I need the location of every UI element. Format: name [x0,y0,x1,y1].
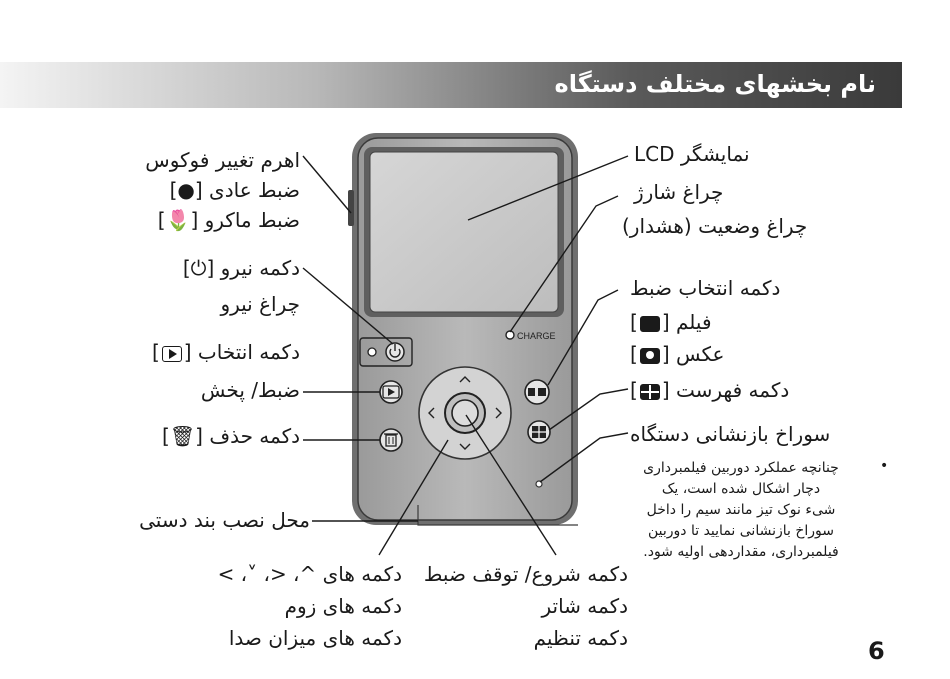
movie-icon [640,316,660,332]
label-start-stop-button: دکمه شروع/ توقف ضبط [423,562,628,586]
reset-note: چنانچه عملکرد دوربین فیلمبرداری دچار اشکال شده است، یک شیء نوک تیز مانند سیم را داخل سوراخ بازنشانی نمایید تا دوربین فیلمبرداری، مقداردهی اولیه شود. [643,460,839,560]
label-delete-button: دکمه حذف [🗑] [161,424,300,448]
note-bullet: • [880,458,889,474]
index-button [528,421,550,443]
label-arrow-buttons: دکمه های ^، <، ˅، > [217,562,402,586]
label-lcd-monitor: نمایشگر LCD [634,142,750,166]
camera-icon [640,348,660,364]
delete-button [380,429,402,451]
focus-lever-switch [348,190,354,226]
label-record-play: ضبط/ پخش [200,378,300,402]
record-play-button [380,381,402,403]
label-power-lamp: چراغ نیرو [220,292,300,316]
page-number: 6 [868,637,885,665]
label-reset-hole: سوراخ بازنشانی دستگاه [630,422,831,446]
label-volume-buttons: دکمه های میزان صدا [228,626,402,650]
label-photo-mode: عکس [] [630,342,725,366]
rec-mode-button [525,380,549,404]
trash-icon: 🗑 [169,424,196,448]
grid-icon [640,384,660,400]
label-status-lamp: چراغ وضعیت (هشدار) [622,214,808,238]
label-charge-lamp: چراغ شارژ [634,180,724,204]
label-rec-mode-button: دکمه انتخاب ضبط [630,276,781,300]
control-dial [419,367,511,459]
label-focus-lever: اهرم تغییر فوکوس [145,148,300,172]
play-icon [162,346,182,362]
label-index-button: دکمه فهرست [] [630,378,790,402]
charge-text: CHARGE [517,331,556,341]
label-set-button: دکمه تنظیم [533,626,628,650]
lcd-screen [364,147,564,317]
label-strap-holder: محل نصب بند دستی [139,508,310,532]
label-power-button: دکمه نیرو [⏻] [182,256,300,280]
label-normal-mode: ضبط عادی [●] [169,178,300,202]
label-macro-mode: ضبط ماکرو [🌷] [157,208,300,232]
label-select-button: دکمه انتخاب [] [151,340,300,364]
label-shutter-button: دکمه شاتر [541,594,628,618]
label-zoom-buttons: دکمه های زوم [284,594,402,618]
label-movie-mode: فیلم [] [630,310,712,334]
section-title: نام بخشهای مختلف دستگاه [554,70,876,98]
